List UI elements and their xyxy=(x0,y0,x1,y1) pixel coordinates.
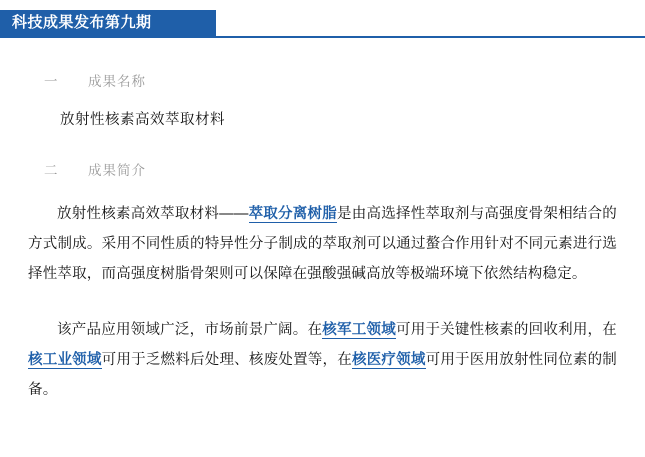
section-label: 成果简介 xyxy=(88,163,146,178)
paragraph-text: 该产品应用领域广泛，市场前景广阔。在 xyxy=(57,322,323,338)
paragraph-text: 可用于关键性核素的回收利用，在 xyxy=(395,322,617,338)
section-heading-result-name xyxy=(44,70,617,90)
document-title: 科技成果发布第九期 xyxy=(12,14,152,31)
section-heading-result-intro xyxy=(44,159,617,179)
paragraph-text: 放射性核素高效萃取材料—— xyxy=(57,206,249,222)
result-name-value: 放射性核素高效萃取材料 xyxy=(60,112,225,128)
section-number: 二 xyxy=(44,163,58,178)
paragraph-text: 可用于乏燃料后处理、核废处置等，在 xyxy=(101,352,352,368)
keyword-nuclear-medicine: 核医疗领域 xyxy=(351,352,426,368)
keyword-nuclear-military: 核军工领域 xyxy=(322,322,396,338)
keyword-nuclear-industry: 核工业领域 xyxy=(28,352,102,368)
paragraph-text: 是由高选择性萃取剂与高强度骨架相结合的方式制成。采用不同性质的特异性分子制成的萃取剂可以通过螯合作用针对不同元素进行选择性萃取，而高强度树脂骨架则可以保障在强酸强碱高放等极端环境下依然结构稳定。 xyxy=(28,206,617,282)
header-divider xyxy=(0,36,645,38)
document-body xyxy=(0,70,645,405)
keyword-extraction-resin: 萃取分离树脂 xyxy=(248,206,337,222)
paragraph-text: 可用于医用放射性同位素的制备。 xyxy=(28,352,618,398)
section-label: 成果名称 xyxy=(88,74,146,89)
paragraph-intro xyxy=(28,199,617,289)
paragraph-applications xyxy=(28,315,617,405)
section-number: 一 xyxy=(44,74,58,89)
document-page xyxy=(0,10,645,457)
document-header xyxy=(0,10,645,40)
